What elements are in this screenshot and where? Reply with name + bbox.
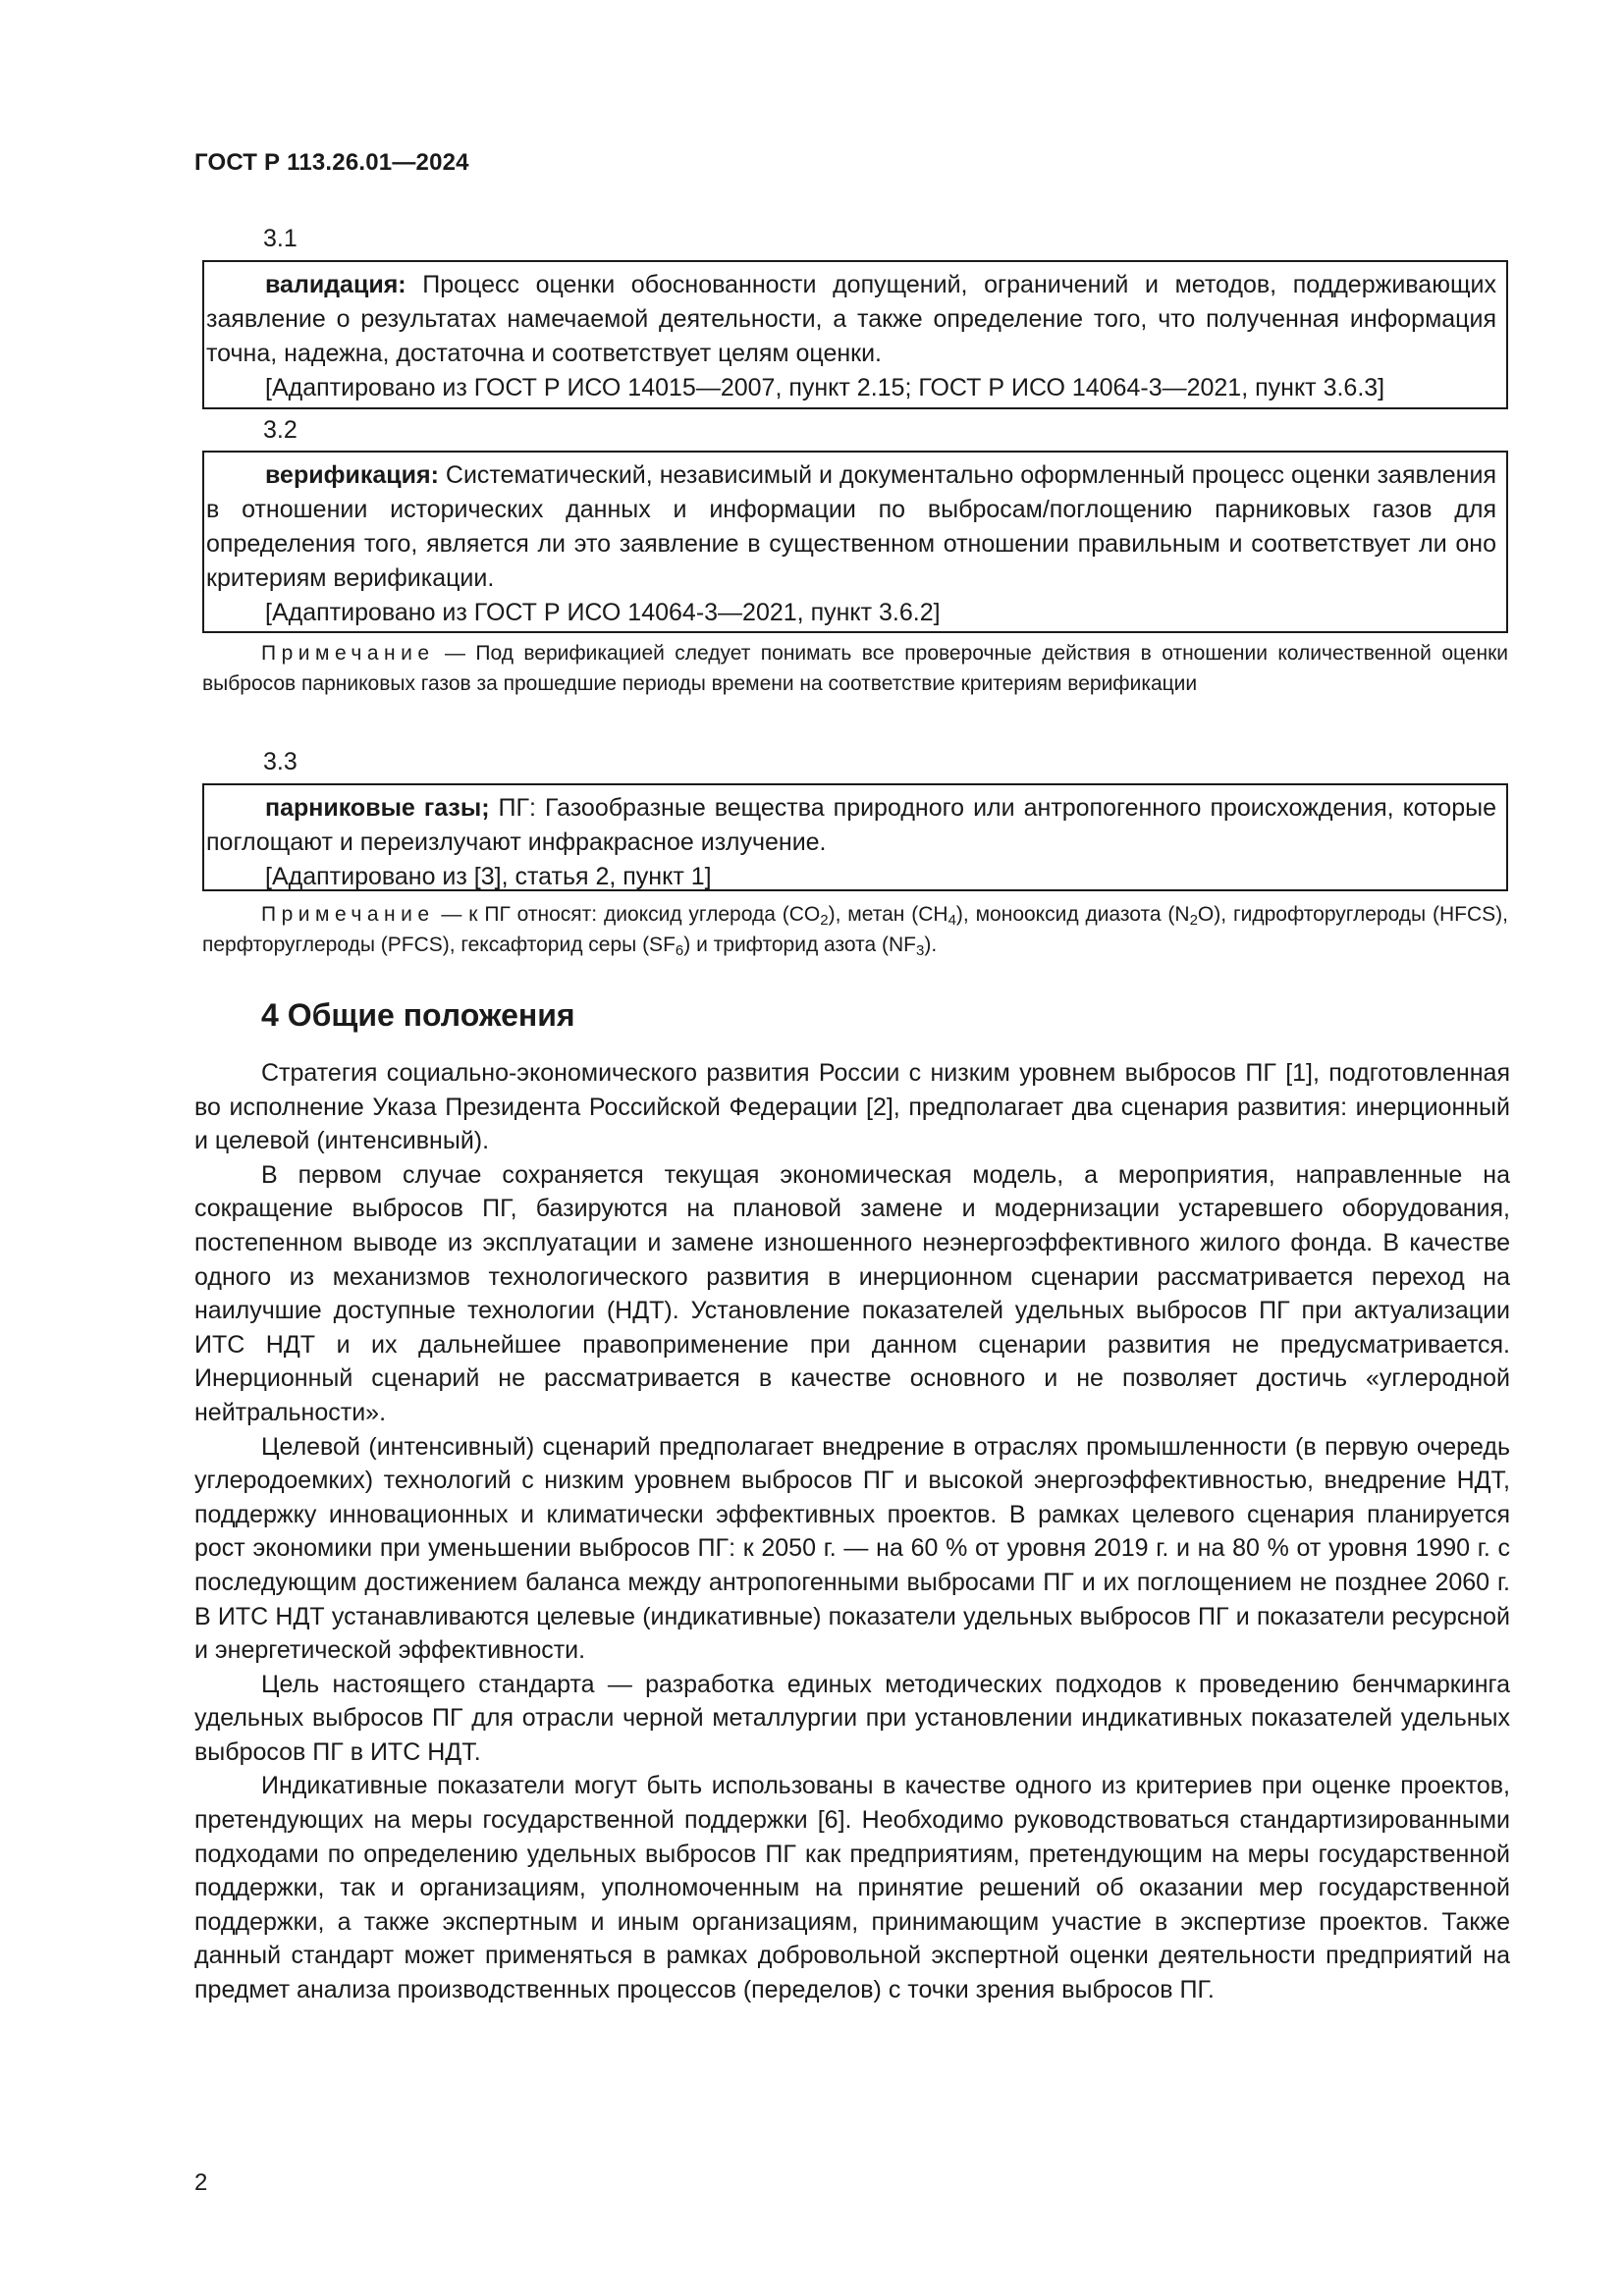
term-name: валидация: bbox=[265, 271, 406, 298]
note-text: O), гидрофторуглероды (HFCS), перфторуглероды (PFCS), гексафторид серы (SF bbox=[202, 903, 1508, 956]
term-definition: Процесс оценки обоснованности допущений, ограничений и методов, поддерживающих заявление о результатах намечаемой деятельности, а также определение того, что полученная информация точна, надежна, достаточна и соответствует целям оценки. bbox=[206, 271, 1496, 367]
note-label: Примечание bbox=[261, 642, 435, 665]
note-text: ). bbox=[924, 934, 938, 956]
standard-code-header: ГОСТ Р 113.26.01—2024 bbox=[194, 149, 469, 176]
note-label: Примечание bbox=[261, 903, 435, 926]
paragraph: Индикативные показатели могут быть использованы в качестве одного из критериев при оценке проектов, претендующих на меры государственной поддержки [6]. Необходимо руководствоваться стандартизированными подходами по определению удельных выбросов ПГ как предприятиям, претендующим на меры государственной поддержки, так и организациям, уполномоченным на принятие решений об оказании мер государственной поддержки, а также экспертным и иным организациям, принимающим участие в экспертизе проектов. Также данный стандарт может применяться в рамках добровольной экспертной оценки деятельности предприятий на предмет анализа производственных процессов (переделов) с точки зрения выбросов ПГ. bbox=[194, 1772, 1510, 2004]
term-definition-box bbox=[202, 260, 1508, 409]
term-definition: ПГ: Газообразные вещества природного или антропогенного происхождения, которые поглощают и переизлучают инфракрасное излучение. bbox=[206, 794, 1496, 856]
subscript: 6 bbox=[675, 942, 684, 959]
term-definition: Систематический, независимый и документально оформленный процесс оценки заявления в отношении исторических данных и информации по выбросам/поглощению парниковых газов для определения того, является ли это заявление в существенном отношении правильным и соответствует ли оно критериям верификации. bbox=[206, 461, 1496, 592]
subscript: 4 bbox=[947, 912, 956, 929]
paragraph: Цель настоящего стандарта — разработка единых методических подходов к проведению бенчмаркинга удельных выбросов ПГ для отрасли черной металлургии при установлении индикативных показателей удельных выбросов ПГ в ИТС НДТ. bbox=[194, 1670, 1510, 1766]
term-definition-text bbox=[206, 458, 1496, 596]
term-name: верификация: bbox=[265, 461, 439, 489]
subscript: 2 bbox=[820, 912, 829, 929]
term-number: 3.3 bbox=[263, 748, 298, 775]
note-text: ) и трифторид азота (NF bbox=[683, 934, 916, 956]
paragraph: Стратегия социально-экономического развития России с низким уровнем выбросов ПГ [1], подготовленная во исполнение Указа Президента Российской Федерации [2], предполагает два сценария развития: инерционный и целевой (интенсивный). bbox=[194, 1059, 1510, 1155]
term-number: 3.1 bbox=[263, 225, 298, 252]
note bbox=[202, 638, 1508, 699]
term-definition-box bbox=[202, 783, 1508, 891]
paragraph: Целевой (интенсивный) сценарий предполагает внедрение в отраслях промышленности (в первую очередь углеродоемких) технологий с низким уровнем выбросов ПГ и высокой энергоэффективностью, внедрение НДТ, поддержку инновационных и климатически эффективных проектов. В рамках целевого сценария планируется рост экономики при уменьшении выбросов ПГ: к 2050 г. — на 60 % от уровня 2019 г. и на 80 % от уровня 1990 г. с последующим достижением баланса между антропогенными выбросами ПГ и их поглощением не позднее 2060 г. В ИТС НДТ устанавливаются целевые (индикативные) показатели удельных выбросов ПГ и показатели ресурсной и энергетической эффективности. bbox=[194, 1432, 1510, 1665]
paragraph: В первом случае сохраняется текущая экономическая модель, а мероприятия, направленные на сокращение выбросов ПГ, базируются на плановой замене и модернизации устаревшего оборудования, постепенном выводе из эксплуатации и замене изношенного неэнергоэффективного жилого фонда. В качестве одного из механизмов технологического развития в инерционном сценарии рассматривается переход на наилучшие доступные технологии (НДТ). Установление показателей удельных выбросов ПГ при актуализации ИТС НДТ и их дальнейшее правоприменение при данном сценарии развития не предусматривается. Инерционный сценарий не рассматривается в качестве основного и не позволяет достичь «углеродной нейтральности». bbox=[194, 1160, 1510, 1426]
term-source: [Адаптировано из ГОСТ Р ИСО 14015—2007, пункт 2.15; ГОСТ Р ИСО 14064-3—2021, пункт 3.6.3] bbox=[265, 374, 1385, 401]
term-definition-box bbox=[202, 451, 1508, 633]
page-number: 2 bbox=[194, 2169, 208, 2196]
term-name: парниковые газы; bbox=[265, 794, 490, 822]
subscript: 2 bbox=[1189, 912, 1198, 929]
note-text: ), метан (CH bbox=[828, 903, 948, 926]
note-text: — к ПГ относят: диоксид углерода (CO bbox=[434, 903, 821, 926]
section-title: 4 Общие положения bbox=[261, 997, 575, 1033]
term-definition-text bbox=[206, 268, 1496, 371]
section-body bbox=[194, 1056, 1510, 2007]
note-text: — Под верификацией следует понимать все проверочные действия в отношении количественной оценки выбросов парниковых газов за прошедшие периоды времени на соответствие критериям верификации bbox=[202, 642, 1508, 695]
note-text: ), монооксид диазота (N bbox=[955, 903, 1190, 926]
term-source: [Адаптировано из ГОСТ Р ИСО 14064-3—2021, пункт 3.6.2] bbox=[265, 599, 941, 626]
subscript: 3 bbox=[915, 942, 925, 959]
term-source: [Адаптировано из [3], статья 2, пункт 1] bbox=[265, 863, 712, 890]
note bbox=[202, 899, 1508, 960]
term-number: 3.2 bbox=[263, 416, 298, 444]
term-definition-text bbox=[206, 791, 1496, 860]
